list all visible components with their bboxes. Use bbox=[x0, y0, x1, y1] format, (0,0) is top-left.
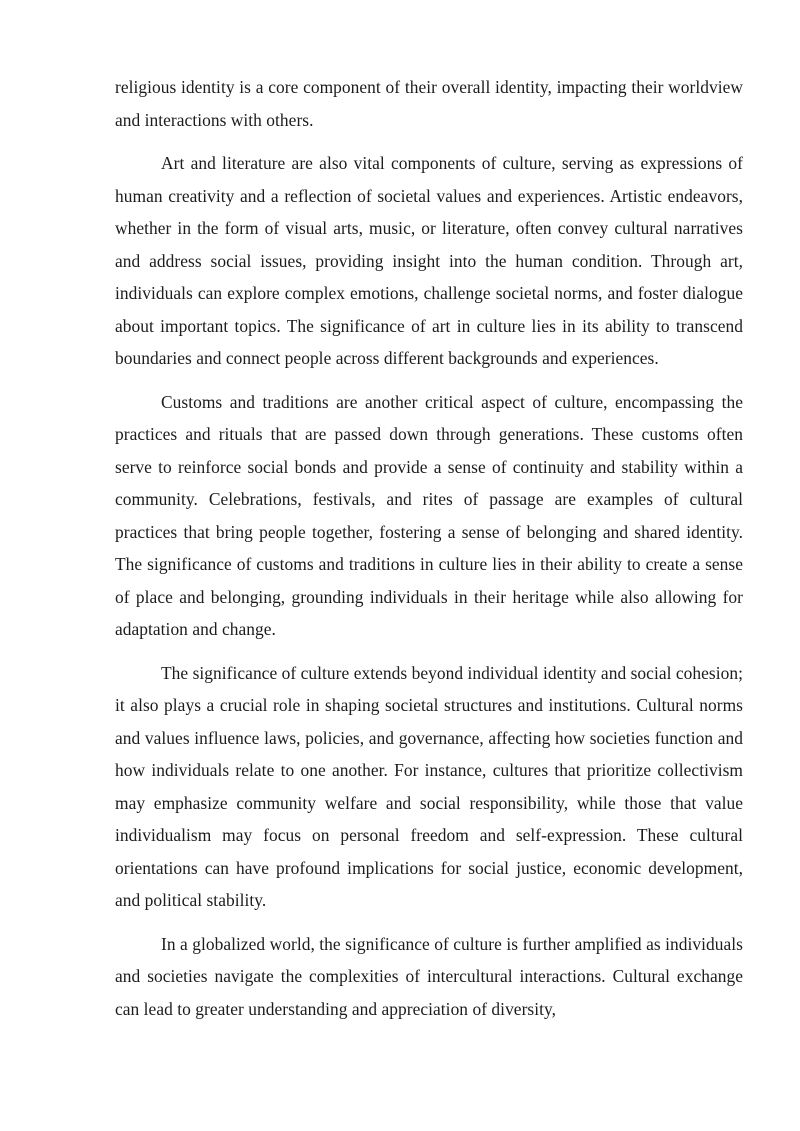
paragraph-customs-traditions: Customs and traditions are another critical aspect of culture, encompassing the practices and rituals that are passed down through generations. These customs often serve to reinforce social bonds and provide a sense of continuity and stability within a community. Celebrations, festivals, and rites of passage are examples of cultural practices that bring people together, fostering a sense of belonging and shared identity. The significance of customs and traditions in culture lies in their ability to create a sense of place and belonging, grounding individuals in their heritage while also allowing for adaptation and change. bbox=[115, 391, 743, 639]
paragraph-globalized-world: In a globalized world, the significance of culture is further amplified as individuals and societies navigate the complexities of intercultural interactions. Cultural exchange can lead to greater understanding and appreciation of diversity, bbox=[115, 933, 743, 1019]
document-body bbox=[115, 71, 743, 1036]
paragraph-societal-structures: The significance of culture extends beyond individual identity and social cohesion; it also plays a crucial role in shaping societal structures and institutions. Cultural norms and values influence laws, policies, and governance, affecting how societies function and how individuals relate to one another. For instance, cultures that prioritize collectivism may emphasize community welfare and social responsibility, while those that value individualism may focus on personal freedom and self-expression. These cultural orientations can have profound implications for social justice, economic development, and political stability. bbox=[115, 662, 743, 910]
paragraph-art-literature: Art and literature are also vital components of culture, serving as expressions of human creativity and a reflection of societal values and experiences. Artistic endeavors, whether in the form of visual arts, music, or literature, often convey cultural narratives and address social issues, providing insight into the human condition. Through art, individuals can explore complex emotions, challenge societal norms, and foster dialogue about important topics. The significance of art in culture lies in its ability to transcend boundaries and connect people across different backgrounds and experiences. bbox=[115, 153, 743, 368]
paragraph-continuation: religious identity is a core component of their overall identity, impacting their worldview and interactions with others. bbox=[115, 77, 743, 130]
